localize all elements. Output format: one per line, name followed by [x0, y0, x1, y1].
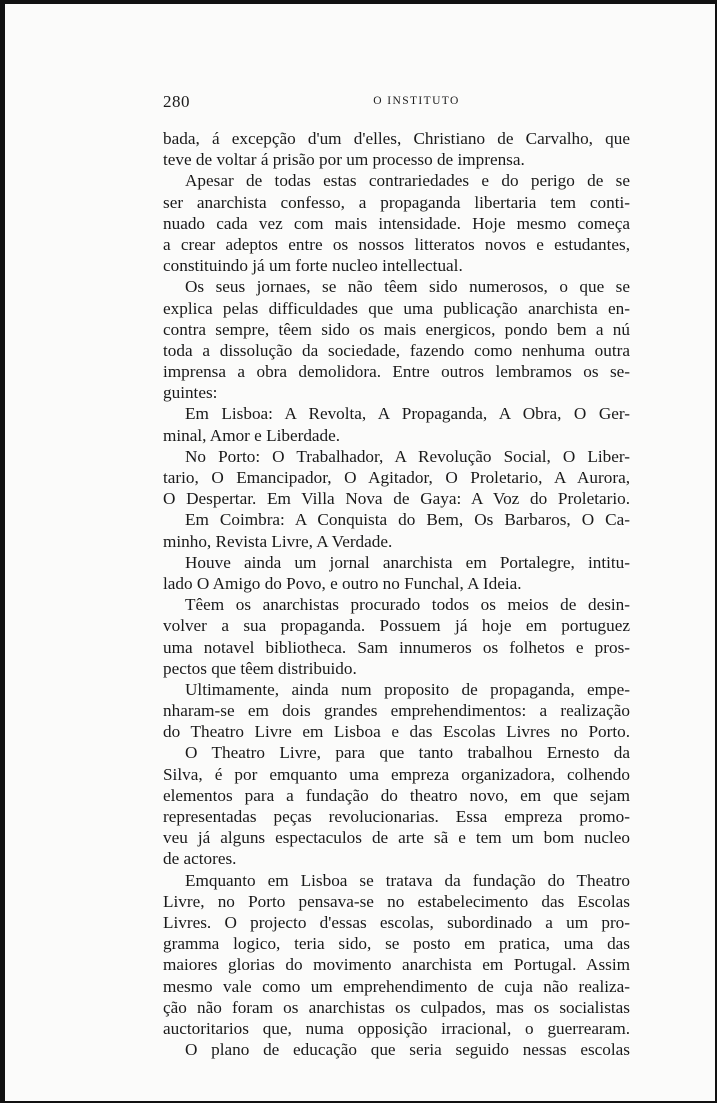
text-line: Livre, no Porto pensava-se no estabelecimento das Escolas [163, 891, 630, 911]
text-line: de actores. [163, 849, 237, 869]
text-line: tario, O Emancipador, O Agitador, O Proletario, A Aurora, [163, 468, 630, 487]
text-line: gramma logico, teria sido, se posto em pratica, uma das [163, 934, 630, 954]
text-line: auctoritarios que, numa opposição irracional, o guerrearam. [163, 1018, 630, 1038]
text-line: Os seus jornaes, se não têem sido numerosos, o que se [185, 277, 630, 297]
text-line: uma notavel bibliotheca. Sam innumeros os folhetos e pros- [163, 637, 630, 657]
text-line: elementos para a fundação do theatro novo, em que sejam [163, 785, 630, 805]
text-line: Apesar de todas estas contrariedades e do perigo de se [185, 171, 630, 191]
text-line: a crear adeptos entre os nossos litteratos novos e estudantes, [163, 234, 630, 254]
text-line: Em Lisboa: A Revolta, A Propaganda, A Obra, O Ger- [185, 404, 630, 424]
text-line: pectos que têem distribuido. [163, 658, 357, 678]
text-line: guintes: [163, 383, 218, 403]
text-line: No Porto: O Trabalhador, A Revolução Social, O Liber- [185, 446, 630, 466]
running-title: O INSTITUTO [373, 95, 460, 107]
text-line: mesmo vale como um emprehendimento de cuja não realiza- [163, 976, 630, 996]
text-line: Emquanto em Lisboa se tratava da fundação do Theatro [185, 870, 630, 890]
body-text [163, 128, 630, 1060]
text-line: Houve ainda um jornal anarchista em Portalegre, intitu- [185, 552, 630, 572]
scan-border-top [0, 0, 717, 4]
text-line: Livres. O projecto d'essas escolas, subordinado a um pro- [163, 912, 630, 932]
text-line: nuado cada vez com mais intensidade. Hoje mesmo começa [163, 213, 630, 233]
text-line: toda a dissolução da sociedade, fazendo como nenhuma outra [163, 340, 630, 360]
text-line: constituindo já um forte nucleo intellectual. [163, 256, 463, 276]
text-line: Ultimamente, ainda num proposito de propaganda, empe- [185, 679, 630, 699]
text-line: lado O Amigo do Povo, e outro no Funchal, A Ideia. [163, 573, 522, 593]
text-line: nharam-se em dois grandes emprehendimentos: a realização [163, 701, 630, 721]
text-line: maiores glorias do movimento anarchista em Portugal. Assim [163, 955, 630, 975]
text-line: Têem os anarchistas procurado todos os meios de desin- [185, 595, 630, 615]
text-line: imprensa a obra demolidora. Entre outros lembramos os se- [163, 362, 630, 382]
text-line: bada, á excepção d'um d'elles, Christiano de Carvalho, que [163, 129, 630, 148]
text-line: contra sempre, têem sido os mais energicos, pondo bem a nú [163, 319, 630, 339]
text-line: O plano de educação que seria seguido nessas escolas [185, 1040, 630, 1060]
text-line: minho, Revista Livre, A Verdade. [163, 531, 393, 551]
text-line: ser anarchista confesso, a propaganda libertaria tem conti- [163, 192, 630, 212]
text-line: representadas peças revolucionarias. Essa empreza promo- [163, 807, 630, 826]
text-line: veu já alguns espectaculos de arte sã e tem um bom nucleo [163, 828, 630, 848]
text-line: volver a sua propaganda. Possuem já hoje em portuguez [163, 616, 630, 636]
text-line: ção não foram os anarchistas os culpados, mas os socialistas [163, 997, 630, 1017]
text-line: Em Coimbra: A Conquista do Bem, Os Barbaros, O Ca- [185, 510, 630, 530]
text-line: explica pelas difficuldades que uma publicação anarchista en- [163, 298, 630, 318]
text-line: minal, Amor e Liberdade. [163, 425, 341, 445]
text-line: Silva, é por emquanto uma empreza organizadora, colhendo [163, 764, 630, 784]
running-head [163, 92, 630, 112]
page-number: 280 [163, 92, 190, 111]
scan-border-left [0, 0, 5, 1103]
text-line: O Theatro Livre, para que tanto trabalhou Ernesto da [185, 743, 630, 763]
text-line: O Despertar. Em Villa Nova de Gaya: A Voz do Proletario. [163, 489, 630, 509]
text-line: do Theatro Livre em Lisboa e das Escolas Livres no Porto. [163, 722, 630, 742]
text-line: teve de voltar á prisão por um processo de imprensa. [163, 150, 525, 170]
